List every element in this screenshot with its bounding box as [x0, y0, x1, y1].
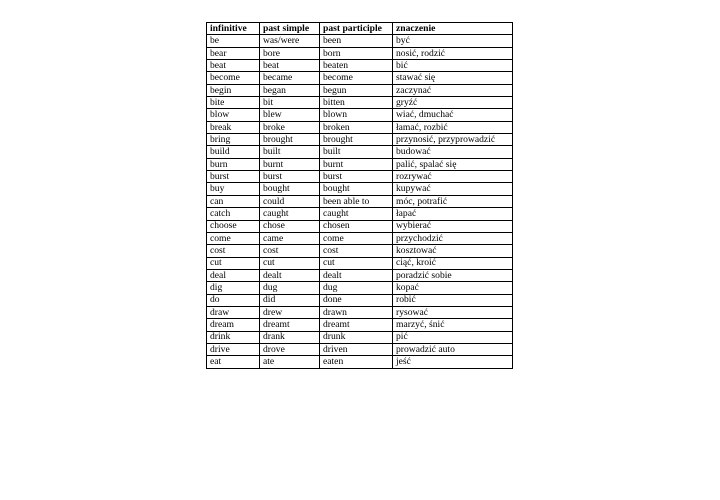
table-row: [207, 220, 513, 232]
cell-past-participle: cut: [320, 257, 393, 269]
table-row: [207, 171, 513, 183]
cell-znaczenie: pić: [393, 331, 513, 343]
cell-past-simple: built: [260, 146, 320, 158]
table-row: [207, 331, 513, 343]
table-row: [207, 72, 513, 84]
cell-past-participle: driven: [320, 343, 393, 355]
cell-past-simple: did: [260, 294, 320, 306]
cell-past-participle: drawn: [320, 306, 393, 318]
cell-past-participle: cost: [320, 245, 393, 257]
table-row: [207, 319, 513, 331]
cell-infinitive: bite: [207, 97, 260, 109]
cell-infinitive: buy: [207, 183, 260, 195]
cell-past-participle: done: [320, 294, 393, 306]
cell-past-simple: beat: [260, 60, 320, 72]
table-row: [207, 183, 513, 195]
cell-infinitive: come: [207, 232, 260, 244]
cell-past-simple: ate: [260, 356, 320, 368]
cell-infinitive: become: [207, 72, 260, 84]
irregular-verbs-table: [206, 22, 513, 369]
cell-past-simple: caught: [260, 208, 320, 220]
cell-past-simple: burst: [260, 171, 320, 183]
cell-infinitive: beat: [207, 60, 260, 72]
cell-past-participle: caught: [320, 208, 393, 220]
cell-past-simple: drove: [260, 343, 320, 355]
cell-past-simple: chose: [260, 220, 320, 232]
cell-past-participle: begun: [320, 84, 393, 96]
cell-znaczenie: bić: [393, 60, 513, 72]
cell-znaczenie: łapać: [393, 208, 513, 220]
cell-znaczenie: łamać, rozbić: [393, 121, 513, 133]
cell-znaczenie: stawać się: [393, 72, 513, 84]
cell-infinitive: build: [207, 146, 260, 158]
table-row: [207, 158, 513, 170]
table-row: [207, 282, 513, 294]
cell-infinitive: drink: [207, 331, 260, 343]
cell-past-participle: burnt: [320, 158, 393, 170]
cell-infinitive: draw: [207, 306, 260, 318]
table-row: [207, 195, 513, 207]
table-row: [207, 35, 513, 47]
cell-znaczenie: przychodzić: [393, 232, 513, 244]
cell-past-participle: come: [320, 232, 393, 244]
cell-znaczenie: zaczynać: [393, 84, 513, 96]
header-past-simple: past simple: [260, 23, 320, 35]
cell-past-simple: bore: [260, 47, 320, 59]
table-row: [207, 356, 513, 368]
cell-infinitive: bear: [207, 47, 260, 59]
cell-infinitive: bring: [207, 134, 260, 146]
cell-past-participle: become: [320, 72, 393, 84]
cell-past-participle: broken: [320, 121, 393, 133]
cell-past-simple: drank: [260, 331, 320, 343]
cell-znaczenie: rozrywać: [393, 171, 513, 183]
cell-past-simple: cut: [260, 257, 320, 269]
cell-znaczenie: wybierać: [393, 220, 513, 232]
table-row: [207, 109, 513, 121]
cell-znaczenie: budować: [393, 146, 513, 158]
table-row: [207, 47, 513, 59]
cell-past-simple: came: [260, 232, 320, 244]
cell-past-simple: dug: [260, 282, 320, 294]
cell-past-participle: bought: [320, 183, 393, 195]
cell-znaczenie: gryźć: [393, 97, 513, 109]
cell-znaczenie: poradzić sobie: [393, 269, 513, 281]
cell-past-simple: became: [260, 72, 320, 84]
cell-znaczenie: jeść: [393, 356, 513, 368]
cell-infinitive: choose: [207, 220, 260, 232]
cell-past-participle: eaten: [320, 356, 393, 368]
table-row: [207, 232, 513, 244]
cell-znaczenie: rysować: [393, 306, 513, 318]
cell-infinitive: break: [207, 121, 260, 133]
cell-znaczenie: robić: [393, 294, 513, 306]
cell-znaczenie: nosić, rodzić: [393, 47, 513, 59]
cell-past-participle: chosen: [320, 220, 393, 232]
cell-past-simple: brought: [260, 134, 320, 146]
cell-infinitive: cut: [207, 257, 260, 269]
cell-infinitive: do: [207, 294, 260, 306]
cell-znaczenie: kosztować: [393, 245, 513, 257]
table-body: [207, 35, 513, 368]
cell-znaczenie: kopać: [393, 282, 513, 294]
cell-past-simple: could: [260, 195, 320, 207]
cell-znaczenie: móc, potrafić: [393, 195, 513, 207]
cell-infinitive: can: [207, 195, 260, 207]
table-row: [207, 84, 513, 96]
cell-past-participle: been: [320, 35, 393, 47]
table-row: [207, 245, 513, 257]
cell-past-simple: broke: [260, 121, 320, 133]
cell-infinitive: cost: [207, 245, 260, 257]
cell-past-simple: was/were: [260, 35, 320, 47]
cell-past-simple: cost: [260, 245, 320, 257]
cell-infinitive: drive: [207, 343, 260, 355]
table-row: [207, 60, 513, 72]
cell-infinitive: catch: [207, 208, 260, 220]
cell-past-simple: drew: [260, 306, 320, 318]
cell-znaczenie: kupywać: [393, 183, 513, 195]
cell-past-participle: burst: [320, 171, 393, 183]
cell-infinitive: burst: [207, 171, 260, 183]
cell-znaczenie: przynosić, przyprowadzić: [393, 134, 513, 146]
cell-past-participle: built: [320, 146, 393, 158]
cell-past-participle: bitten: [320, 97, 393, 109]
cell-past-participle: dealt: [320, 269, 393, 281]
table-row: [207, 134, 513, 146]
header-znaczenie: znaczenie: [393, 23, 513, 35]
cell-past-simple: began: [260, 84, 320, 96]
cell-past-participle: born: [320, 47, 393, 59]
cell-past-simple: bought: [260, 183, 320, 195]
cell-infinitive: dig: [207, 282, 260, 294]
cell-infinitive: begin: [207, 84, 260, 96]
table-row: [207, 269, 513, 281]
header-past-participle: past participle: [320, 23, 393, 35]
cell-past-simple: dreamt: [260, 319, 320, 331]
cell-infinitive: eat: [207, 356, 260, 368]
cell-znaczenie: marzyć, śnić: [393, 319, 513, 331]
cell-past-participle: blown: [320, 109, 393, 121]
header-infinitive: infinitive: [207, 23, 260, 35]
cell-infinitive: deal: [207, 269, 260, 281]
cell-znaczenie: wiać, dmuchać: [393, 109, 513, 121]
table-row: [207, 294, 513, 306]
cell-past-simple: bit: [260, 97, 320, 109]
table-row: [207, 146, 513, 158]
cell-past-simple: burnt: [260, 158, 320, 170]
cell-past-participle: brought: [320, 134, 393, 146]
cell-past-participle: beaten: [320, 60, 393, 72]
cell-past-participle: dug: [320, 282, 393, 294]
cell-infinitive: blow: [207, 109, 260, 121]
cell-infinitive: be: [207, 35, 260, 47]
table-row: [207, 121, 513, 133]
cell-znaczenie: ciąć, kroić: [393, 257, 513, 269]
table-row: [207, 257, 513, 269]
cell-past-simple: dealt: [260, 269, 320, 281]
cell-past-participle: dreamt: [320, 319, 393, 331]
table-row: [207, 208, 513, 220]
cell-infinitive: burn: [207, 158, 260, 170]
cell-past-simple: blew: [260, 109, 320, 121]
table-row: [207, 306, 513, 318]
table-header-row: [207, 23, 513, 35]
cell-infinitive: dream: [207, 319, 260, 331]
cell-past-participle: been able to: [320, 195, 393, 207]
cell-znaczenie: być: [393, 35, 513, 47]
table-row: [207, 97, 513, 109]
table-row: [207, 343, 513, 355]
cell-znaczenie: prowadzić auto: [393, 343, 513, 355]
cell-past-participle: drunk: [320, 331, 393, 343]
cell-znaczenie: palić, spalać się: [393, 158, 513, 170]
